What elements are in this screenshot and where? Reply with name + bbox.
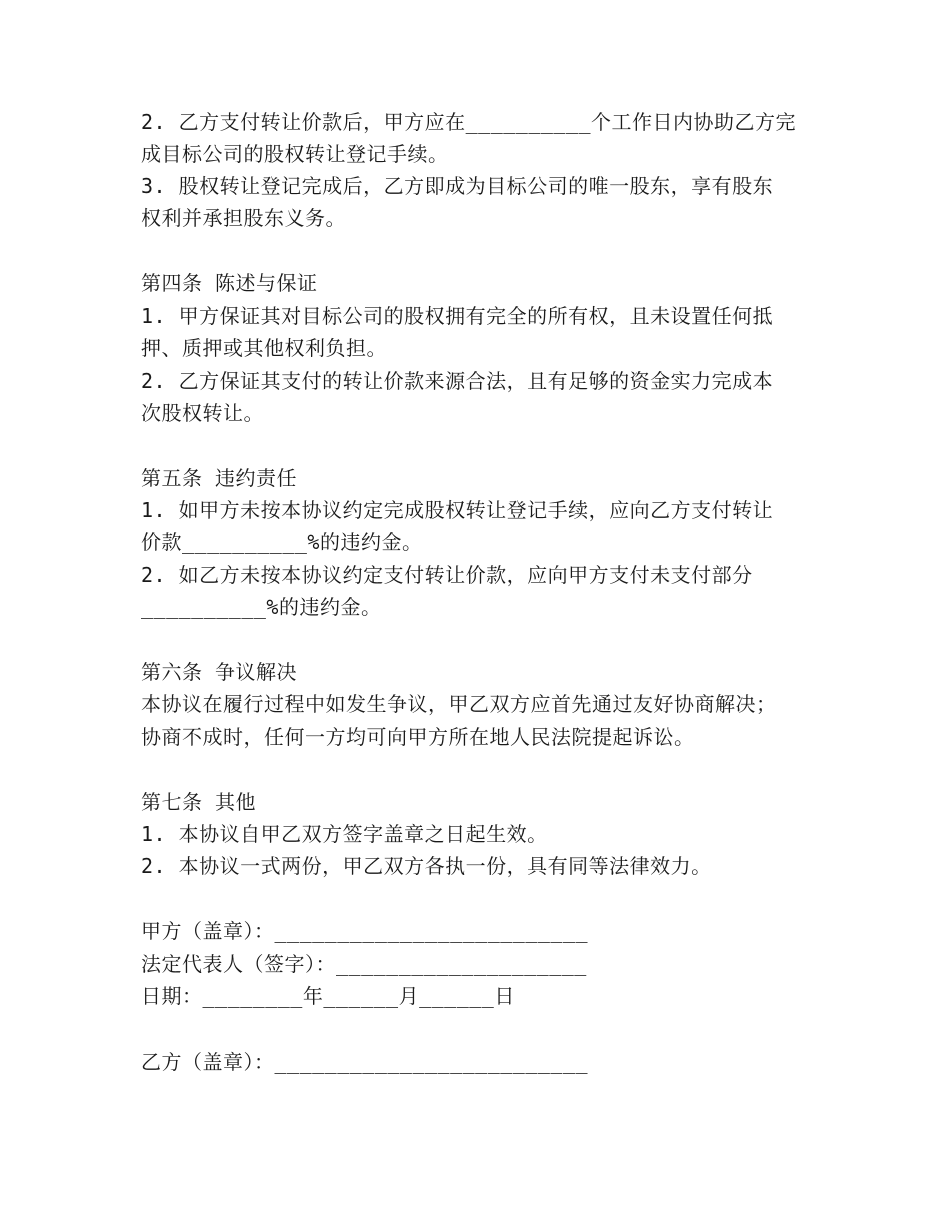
clause7-heading: 第七条 其他: [141, 790, 257, 814]
clause4-item1-line1: 1. 甲方保证其对目标公司的股权拥有完全的所有权，且未设置任何抵: [141, 304, 774, 328]
party-b-seal-field: 乙方（盖章）：_________________________: [141, 1050, 589, 1074]
clause4-item2-line2: 次股权转让。: [141, 401, 264, 425]
clause5-item2-line1: 2. 如乙方未按本协议约定支付转让价款，应向甲方支付未支付部分: [141, 563, 753, 587]
legal-rep-signature-field: 法定代表人（签字）：____________________: [141, 952, 587, 976]
clause6-text-line1: 本协议在履行过程中如发生争议，甲乙双方应首先通过友好协商解决；: [141, 692, 777, 716]
clause5-item2-line2: __________%的违约金。: [141, 595, 382, 619]
date-field: 日期：________年______月______日: [141, 984, 515, 1008]
clause4-item2-line1: 2. 乙方保证其支付的转让价款来源合法，且有足够的资金实力完成本: [141, 369, 774, 393]
clause3-item2-line2: 成目标公司的股权转让登记手续。: [141, 142, 449, 166]
clause5-item1-line1: 1. 如甲方未按本协议约定完成股权转让登记手续，应向乙方支付转让: [141, 498, 774, 522]
clause3-item3-line2: 权利并承担股东义务。: [141, 206, 346, 230]
clause4-item1-line2: 押、质押或其他权利负担。: [141, 336, 387, 360]
clause3-item2-line1: 2. 乙方支付转让价款后，甲方应在__________个工作日内协助乙方完: [141, 110, 797, 134]
clause3-item3-line1: 3. 股权转让登记完成后，乙方即成为目标公司的唯一股东，享有股东: [141, 174, 774, 198]
clause6-heading: 第六条 争议解决: [141, 660, 298, 684]
clause7-item1: 1. 本协议自甲乙双方签字盖章之日起生效。: [141, 822, 548, 846]
clause6-text-line2: 协商不成时，任何一方均可向甲方所在地人民法院提起诉讼。: [141, 725, 695, 749]
clause5-heading: 第五条 违约责任: [141, 466, 298, 490]
clause5-item1-line2: 价款__________%的违约金。: [141, 530, 423, 554]
clause7-item2: 2. 本协议一式两份，甲乙双方各执一份，具有同等法律效力。: [141, 854, 712, 878]
party-a-seal-field: 甲方（盖章）：_________________________: [141, 919, 589, 943]
clause4-heading: 第四条 陈述与保证: [141, 271, 318, 295]
